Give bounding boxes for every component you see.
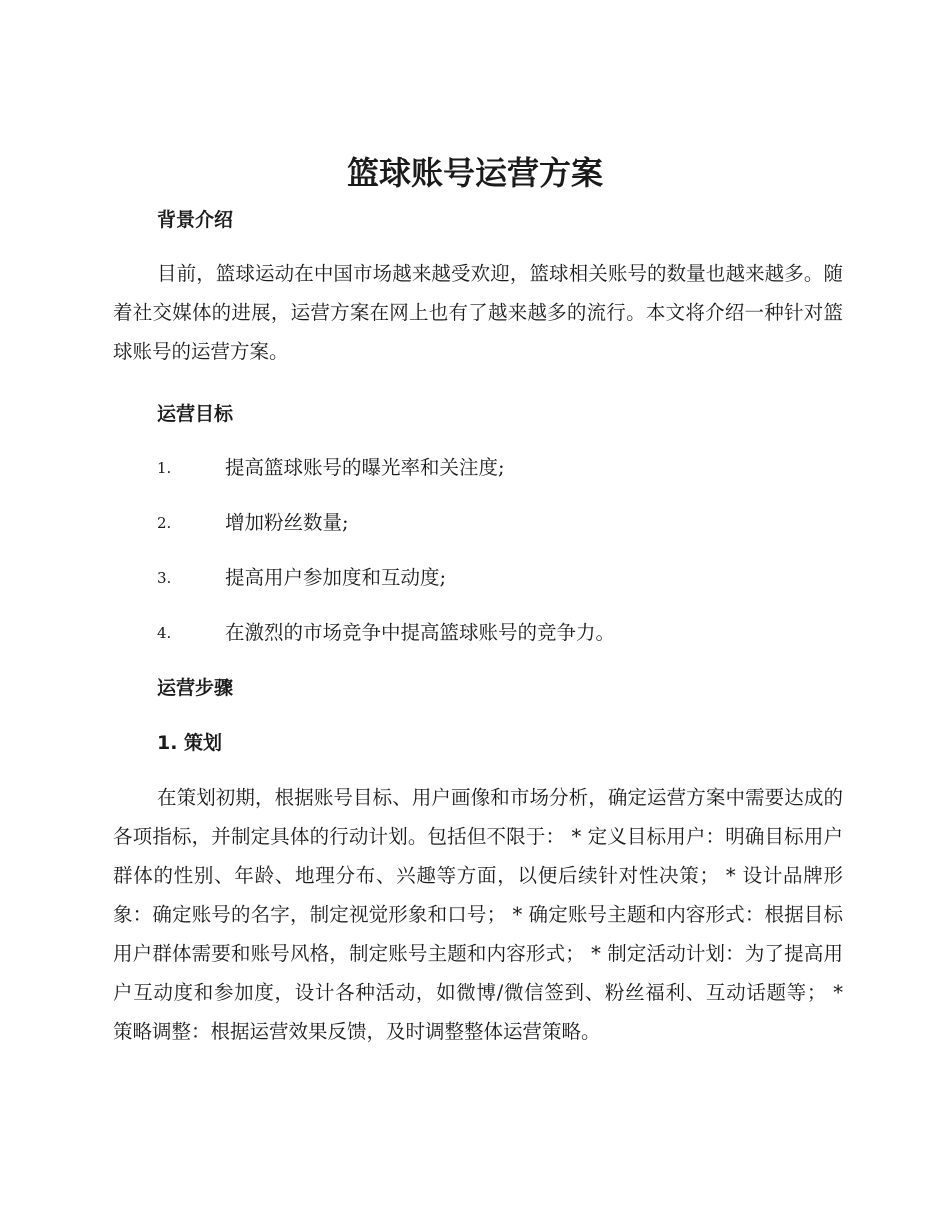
list-number: 1. xyxy=(157,459,172,477)
goal-list-item xyxy=(157,618,847,648)
list-text: 提高篮球账号的曝光率和关注度; xyxy=(225,456,505,479)
heading-planning: 1. 策划 xyxy=(157,732,223,754)
list-text: 增加粉丝数量; xyxy=(225,511,349,534)
heading-steps: 运营步骤 xyxy=(157,677,234,699)
list-number: 2. xyxy=(157,514,172,532)
list-text: 提高用户参加度和互动度; xyxy=(225,566,447,589)
list-number: 3. xyxy=(157,569,172,587)
heading-goals: 运营目标 xyxy=(157,403,234,425)
goal-list-item xyxy=(157,563,847,593)
document-title: 篮球账号运营方案 xyxy=(346,154,603,192)
list-number: 4. xyxy=(157,624,172,642)
heading-background: 背景介绍 xyxy=(157,209,234,231)
goal-list-item xyxy=(157,508,847,538)
goal-list-item xyxy=(157,453,847,483)
list-text: 在激烈的市场竞争中提高篮球账号的竞争力。 xyxy=(225,621,616,644)
paragraph-planning: 在策划初期，根据账号目标、用户画像和市场分析，确定运营方案中需要达成的各项指标，并制定具体的行动计划。包括但不限于： * 定义目标用户：明确目标用户群体的性别、年龄、地理分布、兴趣等方面，以便后续针对性决策； * 设计品牌形象：确定账号的名字，制定视觉形象和口号； * 确定账号主题和内容形式：根据目标用户群体需要和账号风格，制定账号主题和内容形式； * 制定活动计划：为了提高用户互动度和参加度，设计各种活动，如微博/微信签到、粉丝福利、互动话题等； * 策略调整：根据运营效果反馈，及时调整整体运营策略。 xyxy=(113,786,843,1043)
paragraph-background: 目前，篮球运动在中国市场越来越受欢迎，篮球相关账号的数量也越来越多。随着社交媒体的进展，运营方案在网上也有了越来越多的流行。本文将介绍一种针对篮球账号的运营方案。 xyxy=(113,262,843,363)
